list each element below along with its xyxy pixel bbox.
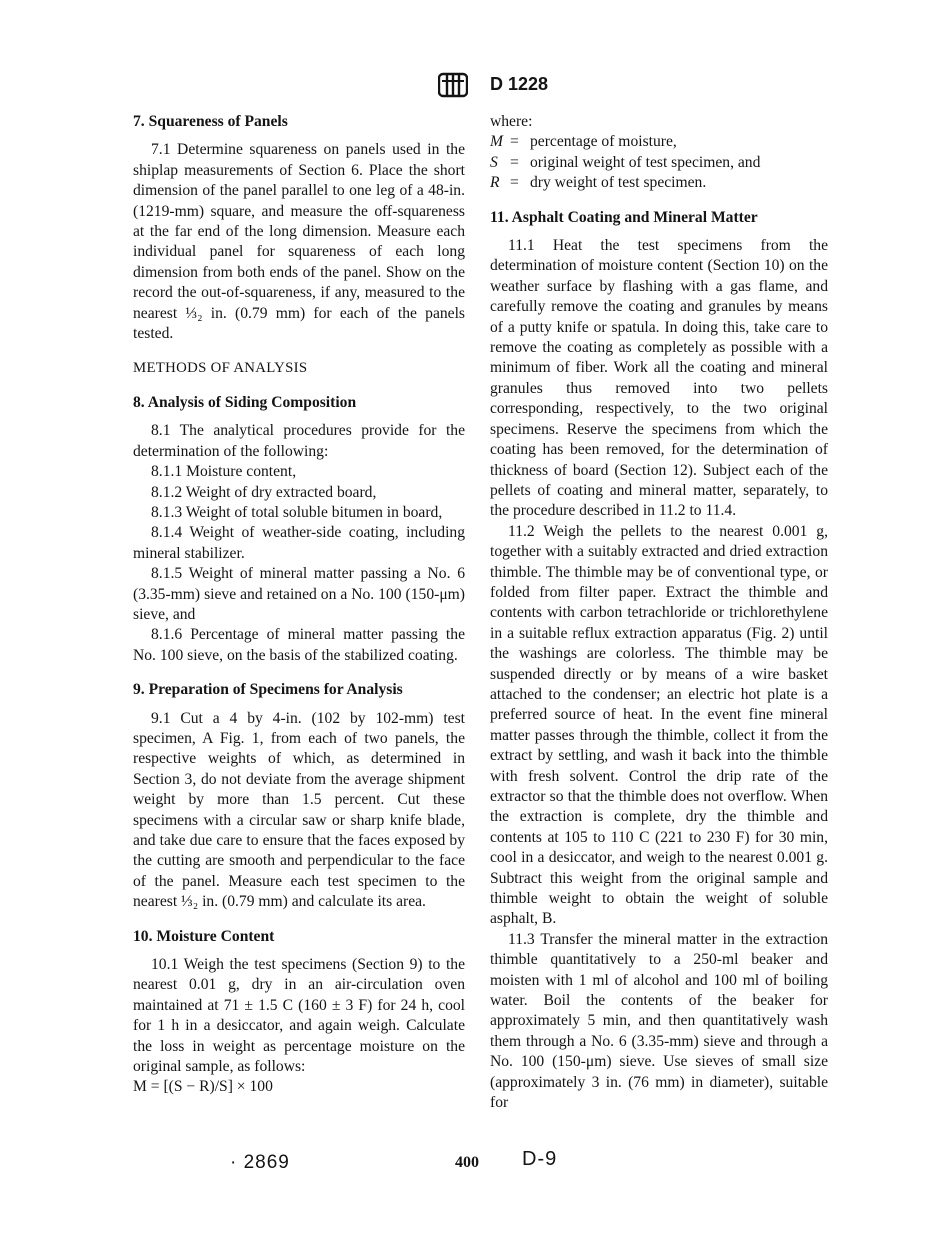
paragraph-8-1-4: 8.1.4 Weight of weather-side coating, including mineral stabilizer. [133, 524, 465, 562]
handwritten-mark-left: · 2869 [230, 1152, 290, 1173]
methods-heading: METHODS OF ANALYSIS [133, 360, 308, 377]
definition-list [490, 132, 828, 193]
page-number: 400 [455, 1154, 479, 1171]
definition-equals: = [510, 133, 519, 151]
definition-row [490, 132, 828, 152]
paragraph-8-1-5: 8.1.5 Weight of mineral matter passing a No. 6 (3.35-mm) sieve and retained on a No. 100 (150-μm) sieve, and [133, 565, 465, 623]
paragraph-7-1: 7.1 Determine squareness on panels used in the shiplap measurements of Section 6. Place the short dimension of the panel parallel to one leg of a 48-in. (1219-mm) square, and measure the off-squareness at the far end of the long dimension. Measure each individual panel for squareness of each long dimension from both ends of the panel. Show on the record the out-of-squareness, if any, measured to the nearest ⅓₂ in. (0.79 mm) for each of the panels tested. [133, 141, 465, 343]
section-8-title: 8. Analysis of Siding Composition [133, 393, 357, 411]
definition-equals: = [510, 174, 519, 192]
paragraph-11-2: 11.2 Weigh the pellets to the nearest 0.001 g, together with a suitably extracted and dried extraction thimble. The thimble may be of conventional type, or folded from filter paper. Extract the thimble and contents with carbon tetrachloride or trichlorethylene in a suitable reflux extraction apparatus (Fig. 2) until the washings are colorless. The thimble may be suspended directly or by means of a wire basket attached to the condenser; an electric hot plate is a preferred source of heat. In the event fine mineral matter passes through the thimble, collect it from the extract by settling, and wash it back into the thimble with fresh solvent. Control the drip rate of the extractor so that the thimble does not overflow. When the extraction is complete, dry the thimble and contents at 105 to 110 C (221 to 230 F) for 30 min, cool in a desiccator, and weigh to the nearest 0.001 g. Subtract this weight from the original sample and thimble weight to obtain the weight of soluble asphalt, B. [490, 522, 828, 928]
section-7-title: 7. Squareness of Panels [133, 113, 288, 130]
definition-text: original weight of test specimen, and [530, 153, 761, 171]
right-column [490, 112, 828, 1114]
document-id: D 1228 [490, 74, 549, 94]
paragraph-8-1-3: 8.1.3 Weight of total soluble bitumen in board, [151, 503, 443, 521]
definition-text: percentage of moisture, [530, 133, 677, 151]
astm-logo-icon [438, 72, 468, 98]
handwritten-mark-right: D-9 [522, 1148, 558, 1170]
moisture-formula: M = [(S − R)/S] × 100 [133, 1078, 273, 1096]
left-column [133, 112, 465, 1098]
paragraph-8-1-1: 8.1.1 Moisture content, [151, 463, 297, 481]
paragraph-11-1: 11.1 Heat the test specimens from the determination of moisture content (Section 10) on the weather surface by flashing with a gas flame, and carefully remove the coating and granules by means of a putty knife or spatula. In doing this, take care to remove the coating as completely as possible with a minimum of fiber. Work all the coating and mineral granules thus removed into two pellets corresponding, respectively, to the two original specimens. Reserve the specimens from which the coating has been removed, for the determination of thickness of board (Section 12). Subject each of the pellets of coating and mineral matter, separately, to the procedure described in 11.2 to 11.4. [490, 237, 828, 520]
section-11-title: 11. Asphalt Coating and Mineral Matter [490, 208, 758, 226]
definition-text: dry weight of test specimen. [530, 174, 707, 192]
paragraph-8-1-2: 8.1.2 Weight of dry extracted board, [151, 483, 377, 501]
paragraph-10-1: 10.1 Weigh the test specimens (Section 9) to the nearest 0.01 g, dry in an air-circulation oven maintained at 71 ± 1.5 C (160 ± 3 F) for 24 h, cool for 1 h in a desiccator, and again weigh. Calculate the loss in weight as percentage moisture on the original sample, as follows: [133, 956, 465, 1076]
paragraph-11-3: 11.3 Transfer the mineral matter in the extraction thimble quantitatively to a 250-ml beaker and moisten with 1 ml of alcohol and 100 ml of boiling water. Boil the contents of the beaker for approximately 5 min, and then quantitatively wash them through a No. 6 (3.35-mm) sieve and through a No. 100 (150-μm) sieve. Use sieves of small size (approximately 3 in. (76 mm) in diameter), suitable for [490, 930, 828, 1112]
definition-row [490, 153, 828, 173]
paragraph-8-1: 8.1 The analytical procedures provide for the determination of the following: [133, 422, 465, 460]
section-10-title: 10. Moisture Content [133, 927, 275, 945]
definition-symbol: S [490, 153, 498, 171]
where-label: where: [490, 113, 533, 130]
definition-row [490, 173, 828, 193]
page-header [0, 70, 950, 104]
paragraph-8-1-6: 8.1.6 Percentage of mineral matter passing the No. 100 sieve, on the basis of the stabilized coating. [133, 626, 465, 664]
definition-equals: = [510, 153, 519, 171]
section-9-title: 9. Preparation of Specimens for Analysis [133, 681, 403, 699]
paragraph-9-1: 9.1 Cut a 4 by 4-in. (102 by 102-mm) test specimen, A Fig. 1, from each of two panels, the respective weights of which, as determined in Section 3, do not deviate from the average shipment weight by more than 1.5 percent. Cut these specimens with a circular saw or sharp knife blade, and take due care to ensure that the faces exposed by the cutting are smooth and perpendicular to the face of the panel. Measure each test specimen to the nearest ⅓₂ in. (0.79 mm) and calculate its area. [133, 709, 465, 911]
definition-symbol: M [490, 133, 503, 151]
definition-symbol: R [490, 174, 500, 192]
